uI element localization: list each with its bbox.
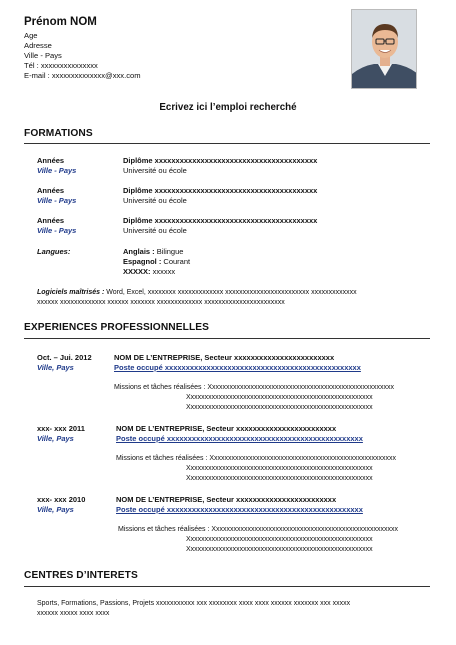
experience-date: xxx- xxx 2011 bbox=[37, 424, 85, 433]
contact-city: Ville - Pays bbox=[24, 51, 62, 60]
languages-label: Langues: bbox=[37, 247, 71, 256]
language-level: Bilingue bbox=[154, 247, 184, 256]
experience-post: Poste occupé xxxxxxxxxxxxxxxxxxxxxxxxxxxxxxxxxxxxxxxxxxxxxxx bbox=[116, 505, 363, 514]
job-title: Ecrivez ici l’emploi recherché bbox=[159, 102, 297, 113]
missions-line bbox=[118, 525, 398, 535]
contact-phone: Tél : xxxxxxxxxxxxxxx bbox=[24, 61, 98, 70]
mission-item: Xxxxxxxxxxxxxxxxxxxxxxxxxxxxxxxxxxxxxxxxxxxxxxxxxxxxx bbox=[186, 404, 373, 411]
formation-diploma: Diplôme xxxxxxxxxxxxxxxxxxxxxxxxxxxxxxxxxxxxxxx bbox=[123, 156, 318, 165]
language-name: Espagnol : bbox=[123, 257, 162, 266]
language-item bbox=[123, 247, 183, 257]
experience-date: Oct. – Jui. 2012 bbox=[37, 353, 92, 362]
section-divider bbox=[24, 586, 430, 587]
experience-post: Poste occupé xxxxxxxxxxxxxxxxxxxxxxxxxxxxxxxxxxxxxxxxxxxxxxx bbox=[116, 434, 363, 443]
language-level: xxxxxx bbox=[150, 267, 176, 276]
formation-school: Université ou école bbox=[123, 166, 187, 175]
missions-line bbox=[116, 454, 396, 464]
software-label: Logiciels maîtrisés : bbox=[37, 289, 105, 296]
section-divider bbox=[24, 338, 430, 339]
person-name: Prénom NOM bbox=[24, 16, 97, 28]
formation-school: Université ou école bbox=[123, 226, 187, 235]
experience-company: NOM DE L’ENTREPRISE, Secteur xxxxxxxxxxxxxxxxxxxxxxxx bbox=[116, 424, 337, 433]
section-title-experiences: EXPERIENCES PROFESSIONNELLES bbox=[24, 322, 210, 333]
experience-location: Ville, Pays bbox=[37, 363, 74, 372]
contact-email: E-mail : xxxxxxxxxxxxxx@xxx.com bbox=[24, 71, 141, 80]
contact-address: Adresse bbox=[24, 41, 52, 50]
profile-photo bbox=[351, 9, 417, 89]
formation-diploma: Diplôme xxxxxxxxxxxxxxxxxxxxxxxxxxxxxxxxxxxxxxx bbox=[123, 186, 318, 195]
mission-item: Xxxxxxxxxxxxxxxxxxxxxxxxxxxxxxxxxxxxxxxxxxxxxxxxxxxxx bbox=[186, 465, 373, 472]
mission-item: Xxxxxxxxxxxxxxxxxxxxxxxxxxxxxxxxxxxxxxxxxxxxxxxxxxxxx bbox=[186, 536, 373, 543]
interests-text-2: xxxxxx xxxxx xxxx xxxx bbox=[37, 610, 110, 617]
experience-date: xxx- xxx 2010 bbox=[37, 495, 86, 504]
mission-item: Xxxxxxxxxxxxxxxxxxxxxxxxxxxxxxxxxxxxxxxxxxxxxxxxxxxxx bbox=[186, 546, 373, 553]
mission-item: Xxxxxxxxxxxxxxxxxxxxxxxxxxxxxxxxxxxxxxxxxxxxxxxxxxxxx bbox=[209, 455, 397, 462]
mission-item: Xxxxxxxxxxxxxxxxxxxxxxxxxxxxxxxxxxxxxxxxxxxxxxxxxxxxx bbox=[207, 384, 395, 391]
formation-year: Années bbox=[37, 216, 65, 225]
software-list: Word, Excel, xxxxxxxx xxxxxxxxxxxxx xxxxxxxxxxxxxxxxxxxxxxxx xxxxxxxxxxxxx bbox=[104, 289, 357, 296]
formation-year: Années bbox=[37, 186, 65, 195]
section-divider bbox=[24, 143, 430, 144]
formation-location: Ville - Pays bbox=[37, 196, 77, 205]
missions-label: Missions et tâches réalisées : bbox=[118, 526, 210, 533]
section-title-interests: CENTRES D’INTERETS bbox=[24, 570, 138, 581]
formation-year: Années bbox=[37, 156, 65, 165]
experience-company: NOM DE L’ENTREPRISE, Secteur xxxxxxxxxxxxxxxxxxxxxxxx bbox=[114, 353, 335, 362]
software-line-2: xxxxxx xxxxxxxxxxxxx xxxxxx xxxxxxx xxxxxxxxxxxxx xxxxxxxxxxxxxxxxxxxxxxx bbox=[37, 299, 285, 306]
section-title-formations: FORMATIONS bbox=[24, 128, 93, 139]
missions-label: Missions et tâches réalisées : bbox=[116, 455, 208, 462]
language-item bbox=[123, 267, 175, 277]
mission-item: Xxxxxxxxxxxxxxxxxxxxxxxxxxxxxxxxxxxxxxxxxxxxxxxxxxxxx bbox=[211, 526, 399, 533]
language-name: Anglais : bbox=[123, 247, 155, 256]
missions-label: Missions et tâches réalisées : bbox=[114, 384, 206, 391]
formation-school: Université ou école bbox=[123, 196, 187, 205]
mission-item: Xxxxxxxxxxxxxxxxxxxxxxxxxxxxxxxxxxxxxxxxxxxxxxxxxxxxx bbox=[186, 475, 373, 482]
experience-location: Ville, Pays bbox=[37, 434, 74, 443]
missions-line bbox=[114, 383, 394, 393]
formation-diploma: Diplôme xxxxxxxxxxxxxxxxxxxxxxxxxxxxxxxxxxxxxxx bbox=[123, 216, 318, 225]
experience-company: NOM DE L’ENTREPRISE, Secteur xxxxxxxxxxxxxxxxxxxxxxxx bbox=[116, 495, 337, 504]
mission-item: Xxxxxxxxxxxxxxxxxxxxxxxxxxxxxxxxxxxxxxxxxxxxxxxxxxxxx bbox=[186, 394, 373, 401]
experience-post: Poste occupé xxxxxxxxxxxxxxxxxxxxxxxxxxxxxxxxxxxxxxxxxxxxxxx bbox=[114, 363, 361, 372]
language-level: Courant bbox=[161, 257, 191, 266]
software-line bbox=[37, 288, 357, 298]
language-name: XXXXX: bbox=[123, 267, 151, 276]
formation-location: Ville - Pays bbox=[37, 166, 77, 175]
formation-location: Ville - Pays bbox=[37, 226, 77, 235]
experience-location: Ville, Pays bbox=[37, 505, 74, 514]
interests-text: Sports, Formations, Passions, Projets xxxxxxxxxxx xxx xxxxxxxx xxxx xxxx xxxxxx xxxxxxx xxx xxxxx bbox=[37, 600, 351, 607]
language-item bbox=[123, 257, 190, 267]
contact-age: Age bbox=[24, 31, 38, 40]
